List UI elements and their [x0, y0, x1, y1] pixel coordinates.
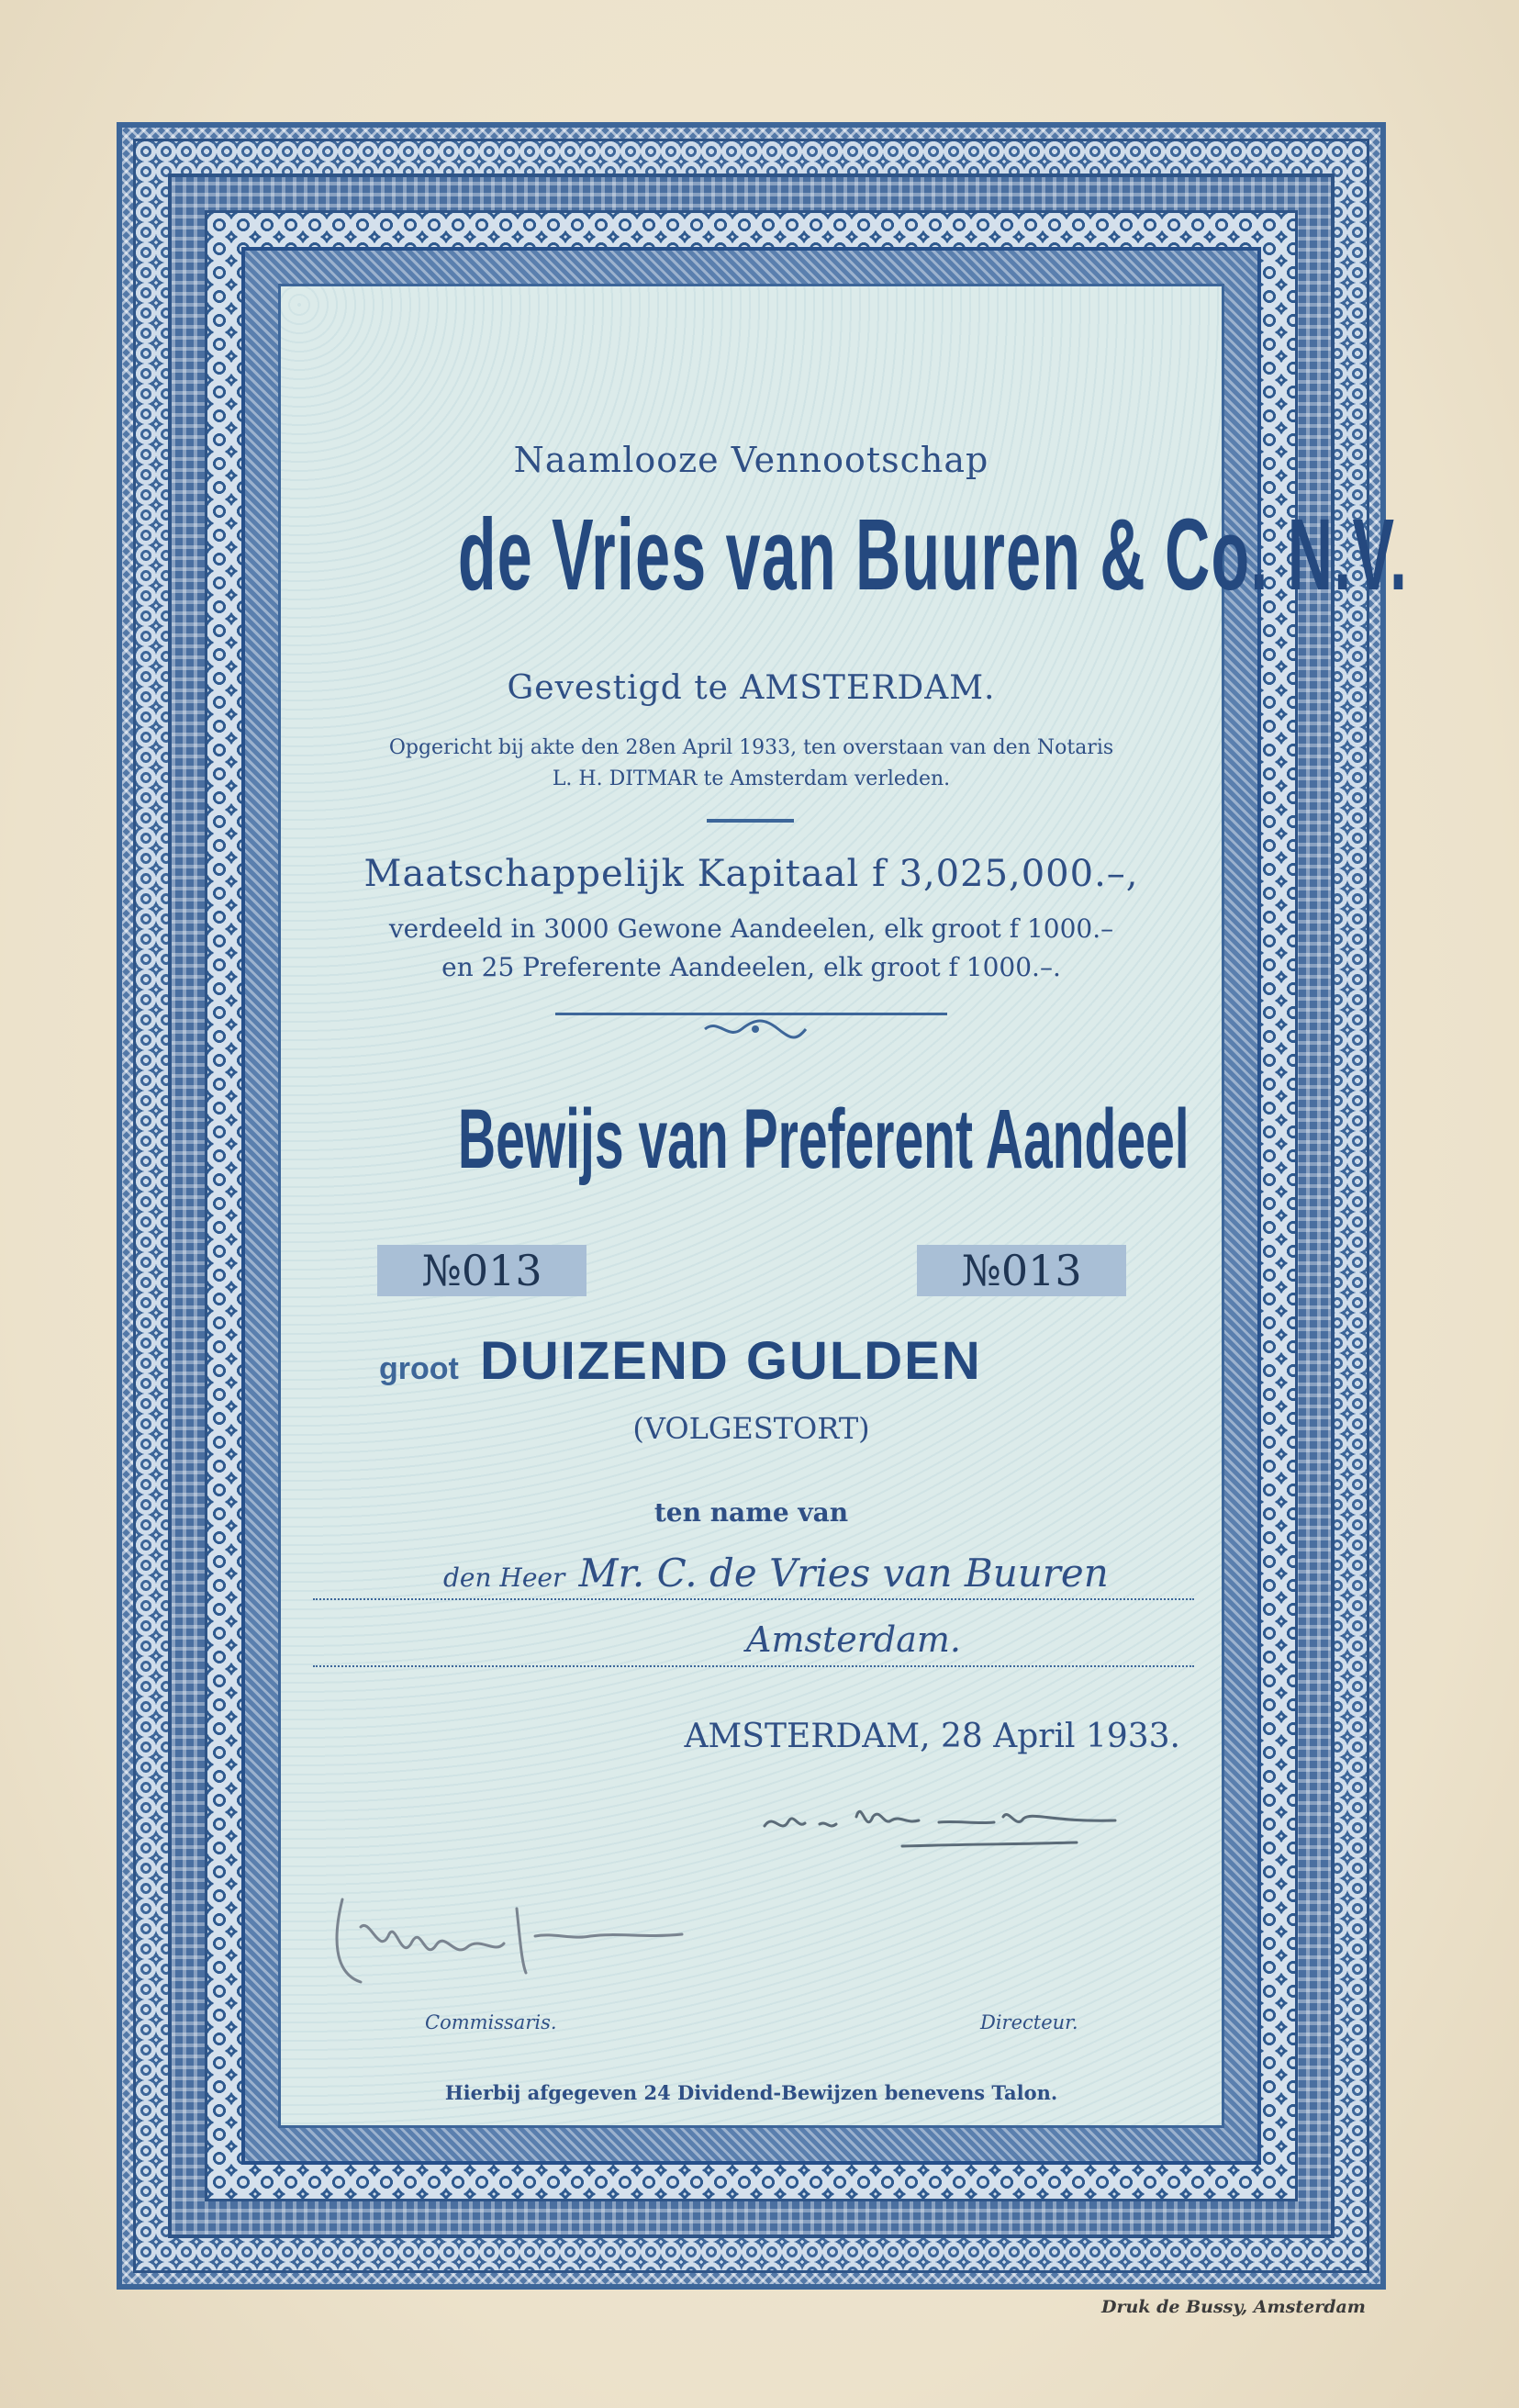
paid-status: (VOLGESTORT) [632, 1411, 870, 1446]
certificate-content [278, 284, 1409, 2128]
holder-name-line [443, 1551, 1109, 1596]
certificate-title: Bewijs van Preferent Aandeel [457, 1092, 1190, 1186]
commissaris-label: Commissaris. [425, 2011, 557, 2033]
directeur-label: Directeur. [980, 2011, 1078, 2033]
holder-prefix: den Heer [443, 1562, 565, 1593]
denomination-value: DUIZEND GULDEN [479, 1331, 982, 1391]
shares-line-1: verdeeld in 3000 Gewone Aandeelen, elk groot f 1000.– [388, 913, 1114, 944]
company-name: de Vries van Buuren & Co. N.V. [457, 498, 1409, 611]
certificate-number-left: №013 [377, 1245, 586, 1296]
company-seat: Gevestigd te AMSTERDAM. [507, 669, 996, 707]
authorized-capital: Maatschappelijk Kapitaal f 3,025,000.–, [363, 853, 1139, 895]
denomination-line [379, 1330, 982, 1392]
commissaris-signature [324, 1872, 783, 2000]
divider-short [707, 819, 794, 823]
holder-city: Amsterdam. [746, 1619, 961, 1660]
divider-long [555, 1013, 947, 1015]
printer-imprint: Druk de Bussy, Amsterdam [1101, 2297, 1366, 2317]
holder-dotted-line-2 [313, 1665, 1194, 1667]
director-signature [755, 1789, 1159, 1872]
company-type: Naamlooze Vennootschap [513, 440, 989, 480]
certificate-number-right: №013 [917, 1245, 1126, 1296]
denomination-prefix: groot [379, 1351, 459, 1386]
founding-line-2: L. H. DITMAR te Amsterdam verleden. [552, 767, 951, 790]
place-and-date: AMSTERDAM, 28 April 1933. [684, 1718, 1180, 1755]
flourish-ornament [700, 1018, 810, 1040]
in-name-of-label: ten name van [653, 1497, 849, 1528]
holder-dotted-line-1 [313, 1598, 1194, 1600]
coupons-note: Hierbij afgegeven 24 Dividend-Bewijzen benevens Talon. [444, 2081, 1058, 2104]
holder-name: Mr. C. de Vries van Buuren [578, 1551, 1109, 1596]
shares-line-2: en 25 Preferente Aandeelen, elk groot f 1000.–. [441, 952, 1061, 982]
founding-line-1: Opgericht bij akte den 28en April 1933, ten overstaan van den Notaris [388, 736, 1114, 759]
